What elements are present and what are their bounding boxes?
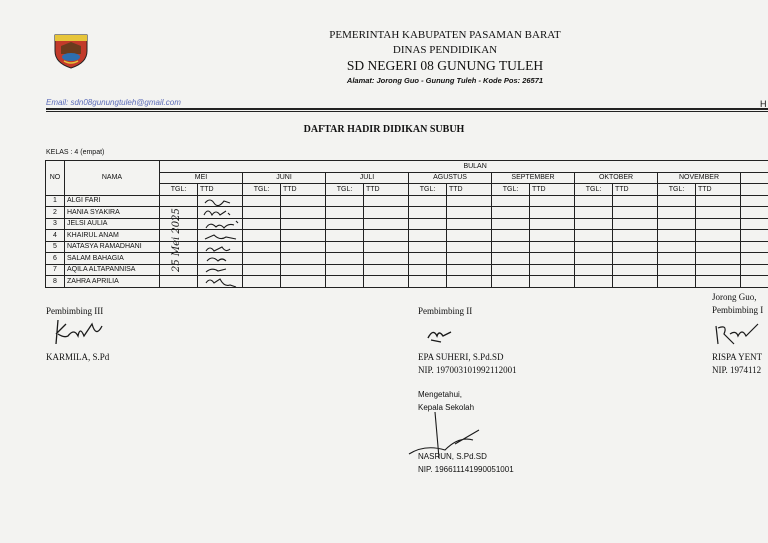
month-header: MEI xyxy=(160,172,243,184)
tgl-cell xyxy=(575,207,613,219)
tgl-header: TGL: xyxy=(409,184,447,196)
tgl-cell xyxy=(243,218,281,230)
student-name: ALGI FARI xyxy=(65,195,160,207)
ttd-cell xyxy=(364,230,409,242)
attendance-table xyxy=(45,160,768,288)
ttd-cell xyxy=(364,207,409,219)
ttd-cell xyxy=(281,276,326,288)
ttd-cell xyxy=(281,253,326,265)
ttd-cell xyxy=(281,218,326,230)
signature-mark xyxy=(205,200,230,206)
table-row xyxy=(46,241,768,253)
tgl-cell xyxy=(658,264,696,276)
tgl-cell xyxy=(243,253,281,265)
student-no: 3 xyxy=(46,218,65,230)
ttd-cell xyxy=(364,264,409,276)
col-nama-header: NAMA xyxy=(65,161,160,196)
pembimbing-1-name: RISPA YENT xyxy=(712,352,763,362)
ttd-cell xyxy=(696,218,741,230)
pembimbing-1-signature xyxy=(712,320,762,348)
ttd-cell xyxy=(364,276,409,288)
ttd-header: TTD xyxy=(364,184,409,196)
ttd-cell xyxy=(613,253,658,265)
student-no: 4 xyxy=(46,230,65,242)
ttd-header: TTD xyxy=(281,184,326,196)
cut-column-header xyxy=(741,184,768,196)
place-date: Jorong Guo, xyxy=(712,292,757,302)
ttd-cell xyxy=(447,253,492,265)
tgl-cell xyxy=(326,241,364,253)
cut-cell xyxy=(741,276,768,288)
head-nip: NIP. 196611141990051001 xyxy=(418,465,514,474)
month-header: JUNI xyxy=(243,172,326,184)
cut-cell xyxy=(741,241,768,253)
ttd-cell xyxy=(530,218,575,230)
cut-cell xyxy=(741,253,768,265)
tgl-cell xyxy=(658,230,696,242)
table-row xyxy=(46,195,768,207)
cut-cell xyxy=(741,218,768,230)
cut-cell xyxy=(741,207,768,219)
ttd-header: TTD xyxy=(613,184,658,196)
student-no: 2 xyxy=(46,207,65,219)
ttd-cell xyxy=(613,264,658,276)
tgl-cell xyxy=(492,253,530,265)
student-name: NATASYA RAMADHANI xyxy=(65,241,160,253)
ttd-cell xyxy=(447,207,492,219)
table-row xyxy=(46,276,768,288)
tgl-cell xyxy=(658,218,696,230)
ttd-cell xyxy=(447,230,492,242)
school-name: SD NEGERI 08 GUNUNG TULEH xyxy=(346,58,544,73)
pembimbing-2-signature xyxy=(425,324,455,346)
ttd-cell xyxy=(447,276,492,288)
tgl-cell xyxy=(575,264,613,276)
tgl-cell xyxy=(575,195,613,207)
ttd-cell xyxy=(281,230,326,242)
tgl-cell xyxy=(409,218,447,230)
ttd-header: TTD xyxy=(198,184,243,196)
tgl-cell xyxy=(492,276,530,288)
handwritten-date-text: 25 Mei 2025 xyxy=(171,208,182,272)
tgl-cell xyxy=(326,207,364,219)
tgl-cell xyxy=(658,241,696,253)
tgl-cell xyxy=(326,195,364,207)
tgl-cell xyxy=(658,195,696,207)
tgl-cell xyxy=(575,253,613,265)
ttd-cell xyxy=(530,264,575,276)
signature-mark xyxy=(206,247,230,251)
pembimbing-1-nip: NIP. 1974112 xyxy=(712,365,762,375)
tgl-cell xyxy=(326,264,364,276)
ttd-header: TTD xyxy=(530,184,575,196)
month-header: SEPTEMBER xyxy=(492,172,575,184)
student-signatures-mei xyxy=(200,195,245,295)
ttd-cell xyxy=(530,241,575,253)
tgl-header: TGL: xyxy=(160,184,198,196)
tgl-cell xyxy=(326,276,364,288)
pembimbing-3-signature xyxy=(52,316,112,348)
ttd-header: TTD xyxy=(696,184,741,196)
student-no: 7 xyxy=(46,264,65,276)
ttd-cell xyxy=(696,264,741,276)
month-header: JULI xyxy=(326,172,409,184)
col-no-header: NO xyxy=(46,161,65,196)
tgl-cell xyxy=(409,276,447,288)
signature-mark xyxy=(204,211,230,215)
tgl-cell xyxy=(492,264,530,276)
pembimbing-2-name: EPA SUHERI, S.Pd.SD xyxy=(418,352,504,362)
student-name: ZAHRA APRILIA xyxy=(65,276,160,288)
month-header: AGUSTUS xyxy=(409,172,492,184)
ttd-cell xyxy=(696,195,741,207)
ttd-cell xyxy=(364,218,409,230)
head-name: NASRUN, S.Pd.SD xyxy=(418,452,487,461)
tgl-cell xyxy=(658,253,696,265)
ttd-cell xyxy=(281,264,326,276)
tgl-cell xyxy=(409,264,447,276)
tgl-cell xyxy=(492,230,530,242)
ttd-cell xyxy=(613,207,658,219)
pembimbing-3-name: KARMILA, S.Pd xyxy=(46,352,110,362)
ttd-cell xyxy=(364,241,409,253)
mengetahui-label: Mengetahui, xyxy=(418,390,463,399)
tgl-cell xyxy=(575,230,613,242)
ttd-cell xyxy=(447,264,492,276)
student-name: AQILA ALTAPANNISA xyxy=(65,264,160,276)
class-label: KELAS : 4 (empat) xyxy=(46,149,105,156)
student-no: 6 xyxy=(46,253,65,265)
tgl-cell xyxy=(243,264,281,276)
regency-emblem-logo xyxy=(52,33,90,69)
ttd-cell xyxy=(696,230,741,242)
ttd-cell xyxy=(530,276,575,288)
student-name: HANIA SYAKIRA xyxy=(65,207,160,219)
student-name: JELSI AULIA xyxy=(65,218,160,230)
tgl-header: TGL: xyxy=(243,184,281,196)
tgl-header: TGL: xyxy=(575,184,613,196)
header-rule-thick xyxy=(46,108,768,110)
tgl-cell xyxy=(658,276,696,288)
tgl-cell xyxy=(326,218,364,230)
tgl-header: TGL: xyxy=(492,184,530,196)
ttd-cell xyxy=(364,195,409,207)
kepala-sekolah-label: Kepala Sekolah xyxy=(418,403,475,412)
signature-mark xyxy=(207,258,226,261)
student-no: 8 xyxy=(46,276,65,288)
header-rule-thin xyxy=(46,111,768,112)
cut-cell xyxy=(741,195,768,207)
cut-letter: H xyxy=(760,99,767,109)
department-name: DINAS PENDIDIKAN xyxy=(392,44,498,56)
table-row xyxy=(46,218,768,230)
cut-cell xyxy=(741,264,768,276)
cut-cell xyxy=(741,230,768,242)
ttd-cell xyxy=(447,195,492,207)
ttd-cell xyxy=(613,241,658,253)
tgl-cell xyxy=(492,241,530,253)
ttd-cell xyxy=(613,218,658,230)
document-title: DAFTAR HADIR DIDIKAN SUBUH xyxy=(303,124,465,135)
ttd-cell xyxy=(447,218,492,230)
pembimbing-2-role: Pembimbing II xyxy=(418,306,473,316)
ttd-cell xyxy=(530,230,575,242)
ttd-cell xyxy=(613,230,658,242)
pembimbing-2-nip: NIP. 197003101992112001 xyxy=(418,365,517,375)
tgl-header: TGL: xyxy=(658,184,696,196)
pembimbing-1-role: Pembimbing I xyxy=(712,305,764,315)
school-email: Email: sdn08gunungtuleh@gmail.com xyxy=(46,98,181,107)
tgl-cell xyxy=(575,276,613,288)
table-row xyxy=(46,253,768,265)
tgl-cell xyxy=(575,218,613,230)
student-no: 1 xyxy=(46,195,65,207)
tgl-cell xyxy=(492,218,530,230)
ttd-header: TTD xyxy=(447,184,492,196)
tgl-cell xyxy=(326,230,364,242)
tgl-cell xyxy=(409,230,447,242)
student-no: 5 xyxy=(46,241,65,253)
signature-mark xyxy=(206,269,226,272)
month-header: OKTOBER xyxy=(575,172,658,184)
ttd-cell xyxy=(613,276,658,288)
handwritten-mei-date xyxy=(160,200,190,285)
tgl-cell xyxy=(409,207,447,219)
ttd-cell xyxy=(530,195,575,207)
ttd-cell xyxy=(281,195,326,207)
student-name: KHAIRUL ANAM xyxy=(65,230,160,242)
ttd-cell xyxy=(530,253,575,265)
tgl-cell xyxy=(243,207,281,219)
ttd-cell xyxy=(696,253,741,265)
ttd-cell xyxy=(696,276,741,288)
tgl-cell xyxy=(575,241,613,253)
tgl-header: TGL: xyxy=(326,184,364,196)
tgl-cell xyxy=(409,253,447,265)
tgl-cell xyxy=(492,207,530,219)
signature-mark xyxy=(206,279,236,287)
tgl-cell xyxy=(243,276,281,288)
ttd-cell xyxy=(281,207,326,219)
month-header: NOVEMBER xyxy=(658,172,741,184)
school-address: Alamat: Jorong Guo - Gunung Tuleh - Kode Pos: 26571 xyxy=(346,76,544,85)
tgl-cell xyxy=(326,253,364,265)
table-row xyxy=(46,207,768,219)
signature-mark xyxy=(205,235,236,239)
tgl-cell xyxy=(492,195,530,207)
tgl-cell xyxy=(658,207,696,219)
government-name: PEMERINTAH KABUPATEN PASAMAN BARAT xyxy=(329,29,561,41)
table-row xyxy=(46,230,768,242)
cut-column-header xyxy=(741,172,768,184)
ttd-cell xyxy=(613,195,658,207)
bulan-header: BULAN xyxy=(160,161,768,173)
tgl-cell xyxy=(243,230,281,242)
student-name: SALAM BAHAGIA xyxy=(65,253,160,265)
signature-mark xyxy=(206,221,238,228)
ttd-cell xyxy=(696,207,741,219)
ttd-cell xyxy=(447,241,492,253)
ttd-cell xyxy=(696,241,741,253)
tgl-cell xyxy=(243,241,281,253)
ttd-cell xyxy=(364,253,409,265)
ttd-cell xyxy=(281,241,326,253)
pembimbing-3-role: Pembimbing III xyxy=(46,306,104,316)
tgl-cell xyxy=(409,241,447,253)
tgl-cell xyxy=(243,195,281,207)
table-row xyxy=(46,264,768,276)
ttd-cell xyxy=(530,207,575,219)
tgl-cell xyxy=(409,195,447,207)
